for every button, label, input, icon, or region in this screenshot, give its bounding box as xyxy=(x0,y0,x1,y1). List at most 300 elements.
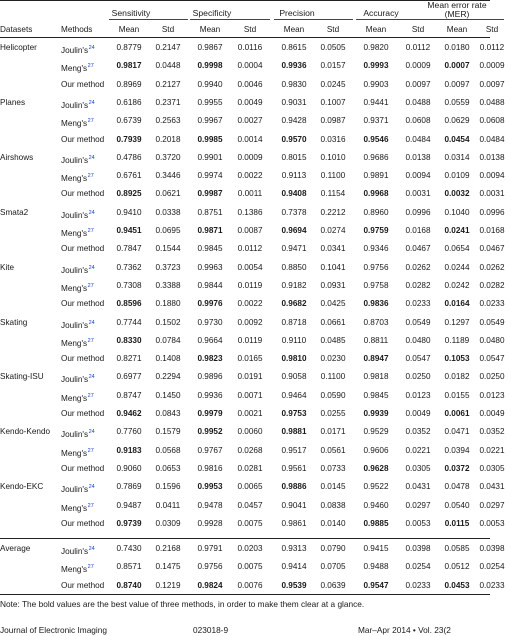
mean-value: 0.9903 xyxy=(363,79,389,89)
mean-value: 0.9896 xyxy=(197,372,223,382)
method-name: Meng's xyxy=(61,229,88,238)
mean-value: 0.9529 xyxy=(363,427,389,437)
reference-link[interactable]: 24 xyxy=(88,374,95,381)
mean-value: 0.9478 xyxy=(197,500,223,510)
mean-value: 0.7430 xyxy=(116,544,142,554)
dataset-label: Airshows xyxy=(0,152,34,162)
reference-link[interactable]: 27 xyxy=(87,173,94,180)
footer-page-number: 023018-9 xyxy=(193,625,229,635)
std-value: 0.0116 xyxy=(237,43,263,52)
mean-value: 0.9885 xyxy=(363,518,389,528)
std-value: 0.0022 xyxy=(237,171,263,181)
mean-value: 0.0182 xyxy=(444,372,470,382)
reference-link[interactable]: 27 xyxy=(87,228,94,234)
mean-value: 0.9936 xyxy=(197,390,223,400)
mean-value: 0.9415 xyxy=(363,544,389,554)
mean-value: 0.9522 xyxy=(363,482,389,492)
header-std: Std xyxy=(326,25,340,34)
mean-value: 0.0372 xyxy=(444,463,470,473)
method-name: Joulin's xyxy=(61,46,89,55)
std-value: 0.0448 xyxy=(155,61,181,71)
mean-value: 0.0471 xyxy=(444,427,470,437)
std-value: 0.0695 xyxy=(155,226,181,235)
std-value: 0.0488 xyxy=(405,97,431,107)
mean-value: 0.8969 xyxy=(116,79,142,89)
std-value: 0.0233 xyxy=(405,580,431,590)
mean-value: 0.0155 xyxy=(444,390,470,400)
reference-link[interactable]: 24 xyxy=(88,264,95,271)
std-value: 0.0431 xyxy=(405,482,431,492)
mean-value: 0.7378 xyxy=(281,207,307,217)
method-label xyxy=(61,80,104,90)
mean-value: 0.9861 xyxy=(281,518,307,528)
mean-value: 0.9998 xyxy=(197,61,223,71)
method-name: Meng's xyxy=(61,119,88,129)
dataset-label: Helicopter xyxy=(0,43,37,52)
std-value: 0.0467 xyxy=(479,244,505,254)
std-value: 0.0014 xyxy=(237,134,263,144)
header-mean: Mean xyxy=(118,25,140,34)
std-value: 0.0123 xyxy=(479,390,505,400)
mean-value: 0.8615 xyxy=(281,43,307,52)
std-value: 0.1010 xyxy=(320,152,346,162)
method-label xyxy=(61,135,104,145)
mean-value: 0.9408 xyxy=(281,189,307,199)
std-value: 0.0457 xyxy=(237,500,263,510)
std-value: 0.0191 xyxy=(237,372,263,382)
std-value: 0.0485 xyxy=(320,335,346,345)
reference-link[interactable]: 24 xyxy=(88,45,95,51)
mean-value: 0.9313 xyxy=(281,544,307,554)
mean-value: 0.9182 xyxy=(281,280,307,290)
std-value: 0.0987 xyxy=(320,116,346,126)
dataset-label: Average xyxy=(0,544,31,554)
mean-value: 0.9939 xyxy=(363,409,389,418)
std-value: 0.0049 xyxy=(479,409,505,418)
group-underline xyxy=(274,19,353,20)
std-value: 0.1007 xyxy=(320,97,346,107)
std-value: 0.0145 xyxy=(320,482,346,492)
mean-value: 0.4786 xyxy=(116,152,142,162)
reference-link[interactable]: 24 xyxy=(88,209,95,216)
reference-link[interactable]: 24 xyxy=(88,319,95,326)
std-value: 0.0316 xyxy=(320,134,346,144)
reference-link[interactable]: 24 xyxy=(88,546,95,553)
std-value: 0.0071 xyxy=(237,390,263,400)
mean-value: 0.0654 xyxy=(444,244,470,254)
std-value: 0.1544 xyxy=(155,244,181,254)
std-value: 0.0097 xyxy=(479,79,505,89)
method-name: Joulin's xyxy=(61,485,89,495)
method-label xyxy=(61,208,95,221)
table-rule xyxy=(0,37,490,38)
method-name: Our method xyxy=(61,79,105,89)
std-value: 0.0561 xyxy=(320,445,346,455)
mean-value: 0.0007 xyxy=(444,61,470,71)
method-label xyxy=(61,318,95,331)
reference-link[interactable]: 27 xyxy=(87,282,94,289)
std-value: 0.2147 xyxy=(155,43,181,52)
mean-value: 0.9968 xyxy=(363,189,389,199)
std-value: 0.0568 xyxy=(155,445,181,455)
method-label xyxy=(61,244,104,254)
group-underline xyxy=(437,19,504,20)
reference-link[interactable]: 27 xyxy=(87,392,94,399)
mean-value: 0.8596 xyxy=(116,299,142,309)
header-std: Std xyxy=(243,25,257,34)
std-value: 0.0203 xyxy=(237,544,263,554)
method-name: Meng's xyxy=(61,64,88,74)
mean-value: 0.8703 xyxy=(363,317,389,327)
mean-value: 0.9371 xyxy=(363,116,389,126)
dataset-label: Kendo-EKC xyxy=(0,482,44,492)
std-value: 0.0547 xyxy=(479,354,505,364)
std-value: 0.0138 xyxy=(405,152,431,162)
reference-link[interactable]: 27 xyxy=(87,502,94,509)
mean-value: 0.7308 xyxy=(116,280,142,290)
mean-value: 0.8740 xyxy=(116,580,142,590)
mean-value: 0.9110 xyxy=(281,335,307,345)
std-value: 0.2168 xyxy=(155,544,181,554)
column-group-accuracy: Accuracy xyxy=(363,8,399,18)
std-value: 0.0268 xyxy=(237,445,263,455)
std-value: 0.0996 xyxy=(405,207,431,217)
std-value: 0.0254 xyxy=(405,562,431,572)
mean-value: 0.0180 xyxy=(444,43,470,52)
std-value: 0.0171 xyxy=(320,427,346,437)
std-value: 0.0094 xyxy=(405,171,431,181)
mean-value: 0.8947 xyxy=(363,354,389,364)
mean-value: 0.1189 xyxy=(444,335,470,345)
mean-value: 0.8747 xyxy=(116,390,142,400)
std-value: 0.0233 xyxy=(479,299,505,309)
std-value: 0.0297 xyxy=(405,500,431,510)
mean-value: 0.9845 xyxy=(363,390,389,400)
mean-value: 0.1053 xyxy=(444,354,470,364)
mean-value: 0.0241 xyxy=(444,226,470,235)
mean-value: 0.9881 xyxy=(281,427,307,437)
std-value: 0.0608 xyxy=(479,116,505,126)
method-name: Meng's xyxy=(61,503,88,513)
column-group-sensitivity: Sensitivity xyxy=(111,8,151,18)
std-value: 0.0931 xyxy=(320,280,346,290)
mean-value: 0.0314 xyxy=(444,152,470,162)
std-value: 0.0549 xyxy=(405,317,431,327)
std-value: 0.2371 xyxy=(155,97,181,107)
mean-value: 0.9682 xyxy=(281,299,307,309)
std-value: 0.0480 xyxy=(479,335,505,345)
mean-value: 0.9428 xyxy=(281,116,307,126)
std-value: 0.0094 xyxy=(479,171,505,181)
reference-link[interactable]: 27 xyxy=(87,63,94,70)
mean-value: 0.8271 xyxy=(116,354,142,364)
method-name: Meng's xyxy=(61,338,88,348)
reference-link[interactable]: 24 xyxy=(88,154,95,161)
std-value: 0.1100 xyxy=(320,171,346,181)
std-value: 0.0838 xyxy=(320,500,346,510)
method-name: Joulin's xyxy=(61,155,89,165)
mean-value: 0.9844 xyxy=(197,280,223,290)
std-value: 0.0112 xyxy=(237,244,263,254)
mean-value: 0.9410 xyxy=(116,207,142,217)
std-value: 0.0484 xyxy=(479,134,505,144)
mean-value: 0.9891 xyxy=(363,171,389,181)
std-value: 0.1100 xyxy=(320,372,346,382)
mean-value: 0.0109 xyxy=(444,171,470,181)
mean-value: 0.9985 xyxy=(197,134,223,144)
mean-value: 0.9546 xyxy=(363,134,389,144)
std-value: 0.0262 xyxy=(405,262,431,272)
std-value: 0.0547 xyxy=(405,354,431,364)
mean-value: 0.0242 xyxy=(444,280,470,290)
std-value: 0.0338 xyxy=(155,207,181,217)
method-label xyxy=(61,446,94,459)
std-value: 0.0053 xyxy=(405,518,431,528)
std-value: 0.0049 xyxy=(405,409,431,418)
method-label xyxy=(61,116,94,129)
std-value: 0.0046 xyxy=(237,79,263,89)
mean-value: 0.9756 xyxy=(197,562,223,572)
std-value: 0.1386 xyxy=(237,207,263,217)
mean-value: 0.9967 xyxy=(197,116,223,126)
std-value: 0.3388 xyxy=(155,280,181,290)
mean-value: 0.9940 xyxy=(197,79,223,89)
mean-value: 0.9845 xyxy=(197,244,223,254)
dataset-label: Planes xyxy=(0,97,26,107)
std-value: 0.0398 xyxy=(479,544,505,554)
std-value: 0.0590 xyxy=(320,390,346,400)
method-label xyxy=(61,519,104,529)
mean-value: 0.9031 xyxy=(281,97,307,107)
std-value: 0.0621 xyxy=(155,189,181,199)
mean-value: 0.9901 xyxy=(197,152,223,162)
std-value: 0.0075 xyxy=(237,562,263,572)
mean-value: 0.1297 xyxy=(444,317,470,327)
std-value: 0.0087 xyxy=(237,226,263,235)
std-value: 0.0004 xyxy=(237,61,263,71)
mean-value: 0.7939 xyxy=(116,134,142,144)
std-value: 0.0262 xyxy=(479,262,505,272)
std-value: 0.0843 xyxy=(155,409,181,418)
method-name: Our method xyxy=(61,244,105,254)
header-std: Std xyxy=(161,25,175,34)
mean-value: 0.9810 xyxy=(281,354,307,364)
dataset-label: Kendo-Kendo xyxy=(0,427,51,437)
method-name: Meng's xyxy=(61,393,88,403)
method-label xyxy=(61,336,94,349)
std-value: 0.1579 xyxy=(155,427,181,437)
std-value: 0.2127 xyxy=(155,79,181,89)
std-value: 0.0411 xyxy=(155,500,181,510)
std-value: 0.0123 xyxy=(405,390,431,400)
std-value: 0.0274 xyxy=(320,226,346,235)
std-value: 0.0230 xyxy=(320,354,346,364)
std-value: 0.0250 xyxy=(405,372,431,382)
reference-link[interactable]: 27 xyxy=(87,118,94,125)
std-value: 0.0060 xyxy=(237,427,263,437)
std-value: 0.0031 xyxy=(479,189,505,199)
std-value: 0.0549 xyxy=(479,317,505,327)
reference-link[interactable]: 24 xyxy=(88,99,95,106)
mean-value: 0.7362 xyxy=(116,262,142,272)
footer-issue: Mar–Apr 2014 • Vol. 23(2 xyxy=(358,625,451,635)
std-value: 0.0653 xyxy=(155,463,181,473)
std-value: 0.1502 xyxy=(155,317,181,327)
header-mean: Mean xyxy=(365,25,387,34)
std-value: 0.0352 xyxy=(479,427,505,437)
method-name: Our method xyxy=(61,134,105,144)
table-rule xyxy=(0,538,490,539)
std-value: 0.0398 xyxy=(405,544,431,554)
method-label xyxy=(61,581,104,591)
reference-link[interactable]: 24 xyxy=(88,429,95,436)
std-value: 0.0305 xyxy=(405,463,431,473)
mean-value: 0.0478 xyxy=(444,482,470,492)
dataset-label: Kite xyxy=(0,262,15,272)
group-underline xyxy=(356,19,438,20)
std-value: 0.0467 xyxy=(405,244,431,254)
std-value: 0.0255 xyxy=(320,409,346,418)
header-mean: Mean xyxy=(283,25,305,34)
reference-link[interactable]: 27 xyxy=(87,447,94,454)
footer-journal: Journal of Electronic Imaging xyxy=(0,625,107,635)
mean-value: 0.0097 xyxy=(444,79,470,89)
std-value: 0.0297 xyxy=(479,500,505,510)
mean-value: 0.9953 xyxy=(197,482,223,492)
mean-value: 0.9759 xyxy=(363,226,389,235)
method-name: Joulin's xyxy=(61,210,89,220)
std-value: 0.0341 xyxy=(320,244,346,254)
dataset-label: Skating-ISU xyxy=(0,372,44,382)
std-value: 0.0480 xyxy=(405,335,431,345)
method-name: Our method xyxy=(61,354,105,364)
reference-link[interactable]: 27 xyxy=(87,337,94,344)
mean-value: 0.7744 xyxy=(116,317,142,327)
std-value: 0.0352 xyxy=(405,427,431,437)
mean-value: 0.0394 xyxy=(444,445,470,455)
method-label xyxy=(61,372,95,385)
mean-value: 0.0453 xyxy=(444,580,470,590)
method-name: Joulin's xyxy=(61,320,89,330)
std-value: 0.0168 xyxy=(479,226,505,235)
std-value: 0.0425 xyxy=(320,299,346,309)
mean-value: 0.9730 xyxy=(197,317,223,327)
mean-value: 0.8015 xyxy=(281,152,307,162)
std-value: 0.0484 xyxy=(405,134,431,144)
mean-value: 0.0629 xyxy=(444,116,470,126)
mean-value: 0.9974 xyxy=(197,171,223,181)
mean-value: 0.9753 xyxy=(281,409,307,418)
column-group-precision: Precision xyxy=(279,8,315,18)
std-value: 0.0282 xyxy=(405,280,431,290)
method-label xyxy=(61,354,104,364)
std-value: 0.0661 xyxy=(320,317,346,327)
std-value: 0.0157 xyxy=(320,61,346,71)
reference-link[interactable]: 27 xyxy=(87,564,94,571)
std-value: 0.0009 xyxy=(479,61,505,71)
std-value: 0.0112 xyxy=(405,43,431,52)
mean-value: 0.9955 xyxy=(197,97,223,107)
mean-value: 0.8571 xyxy=(116,562,142,572)
column-group-specificity: Specificity xyxy=(192,8,232,18)
column-group-mean-error-rate: Mean error rate xyxy=(427,0,487,10)
mean-value: 0.9767 xyxy=(197,445,223,455)
method-label xyxy=(61,427,95,440)
dataset-label: Smata2 xyxy=(0,207,29,217)
std-value: 0.0009 xyxy=(237,152,263,162)
mean-value: 0.9694 xyxy=(281,226,307,235)
std-value: 0.0168 xyxy=(405,226,431,235)
method-name: Our method xyxy=(61,580,105,590)
std-value: 0.0022 xyxy=(237,299,263,309)
table-note: Note: The bold values are the best value of three methods, in order to make them clear at a glance. xyxy=(0,599,365,609)
column-group-mer-abbrev: (MER) xyxy=(444,9,470,19)
method-label xyxy=(61,171,94,184)
method-label xyxy=(61,299,104,309)
mean-value: 0.9628 xyxy=(363,463,389,473)
mean-value: 0.0540 xyxy=(444,500,470,510)
mean-value: 0.6186 xyxy=(116,97,142,107)
mean-value: 0.9664 xyxy=(197,335,223,345)
std-value: 0.0075 xyxy=(237,518,263,528)
method-label xyxy=(61,544,95,557)
mean-value: 0.9817 xyxy=(116,61,142,71)
mean-value: 0.9836 xyxy=(363,299,389,309)
std-value: 0.1408 xyxy=(155,354,181,364)
reference-link[interactable]: 24 xyxy=(88,484,95,491)
std-value: 0.1880 xyxy=(155,299,181,309)
method-name: Joulin's xyxy=(61,430,89,440)
mean-value: 0.9830 xyxy=(281,79,307,89)
method-label xyxy=(61,562,94,575)
std-value: 0.1041 xyxy=(320,262,346,272)
std-value: 0.0027 xyxy=(237,116,263,126)
std-value: 0.0233 xyxy=(479,580,505,590)
mean-value: 0.0061 xyxy=(444,409,470,418)
std-value: 0.0031 xyxy=(405,189,431,199)
mean-value: 0.1040 xyxy=(444,207,470,217)
method-label xyxy=(61,501,94,514)
std-value: 0.0281 xyxy=(237,463,263,473)
std-value: 0.0165 xyxy=(237,354,263,364)
mean-value: 0.9886 xyxy=(281,482,307,492)
std-value: 0.3723 xyxy=(155,262,181,272)
header-mean: Mean xyxy=(446,25,468,34)
method-name: Our method xyxy=(61,463,105,473)
mean-value: 0.9824 xyxy=(197,580,223,590)
std-value: 0.0733 xyxy=(320,463,346,473)
std-value: 0.0608 xyxy=(405,116,431,126)
method-label xyxy=(61,61,94,74)
std-value: 0.0488 xyxy=(479,97,505,107)
header-datasets: Datasets xyxy=(0,25,33,34)
mean-value: 0.9060 xyxy=(116,463,142,473)
group-underline xyxy=(190,19,270,20)
std-value: 0.3446 xyxy=(155,171,181,181)
table-rule xyxy=(0,594,490,595)
std-value: 0.0282 xyxy=(479,280,505,290)
mean-value: 0.6739 xyxy=(116,116,142,126)
mean-value: 0.9547 xyxy=(363,580,389,590)
mean-value: 0.9606 xyxy=(363,445,389,455)
method-name: Joulin's xyxy=(61,547,89,557)
mean-value: 0.7760 xyxy=(116,427,142,437)
std-value: 0.0221 xyxy=(479,445,505,455)
method-name: Meng's xyxy=(61,448,88,458)
mean-value: 0.9346 xyxy=(363,244,389,254)
mean-value: 0.8751 xyxy=(197,207,223,217)
std-value: 0.0054 xyxy=(237,262,263,272)
